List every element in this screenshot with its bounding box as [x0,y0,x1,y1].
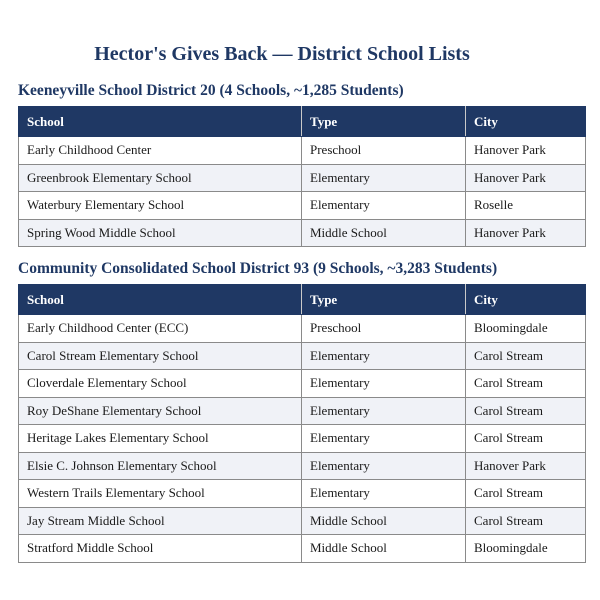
school-cell: Cloverdale Elementary School [19,370,302,398]
district-20-heading: Keeneyville School District 20 (4 Schools, ~1,285 Students) [18,82,404,99]
type-cell: Elementary [302,425,466,453]
city-cell: Hanover Park [466,137,586,165]
column-header-school: School [19,285,302,315]
city-cell: Carol Stream [466,342,586,370]
city-cell: Carol Stream [466,480,586,508]
city-cell: Hanover Park [466,452,586,480]
district-20-table [18,106,586,247]
table-row [19,342,586,370]
school-cell: Jay Stream Middle School [19,507,302,535]
type-cell: Middle School [302,219,466,247]
table-row [19,137,586,165]
school-cell: Elsie C. Johnson Elementary School [19,452,302,480]
city-cell: Bloomingdale [466,315,586,343]
city-cell: Bloomingdale [466,535,586,563]
type-cell: Elementary [302,164,466,192]
city-cell: Carol Stream [466,507,586,535]
school-cell: Early Childhood Center [19,137,302,165]
city-cell: Carol Stream [466,425,586,453]
school-cell: Carol Stream Elementary School [19,342,302,370]
table-row [19,370,586,398]
column-header-city: City [466,285,586,315]
column-header-type: Type [302,107,466,137]
school-cell: Stratford Middle School [19,535,302,563]
table-row [19,425,586,453]
school-cell: Heritage Lakes Elementary School [19,425,302,453]
table-row [19,192,586,220]
school-cell: Early Childhood Center (ECC) [19,315,302,343]
type-cell: Elementary [302,397,466,425]
table-row [19,480,586,508]
city-cell: Carol Stream [466,397,586,425]
school-cell: Waterbury Elementary School [19,192,302,220]
type-cell: Middle School [302,535,466,563]
school-cell: Greenbrook Elementary School [19,164,302,192]
school-cell: Western Trails Elementary School [19,480,302,508]
school-cell: Roy DeShane Elementary School [19,397,302,425]
table-header-row [19,285,586,315]
column-header-type: Type [302,285,466,315]
table-row [19,452,586,480]
city-cell: Carol Stream [466,370,586,398]
type-cell: Elementary [302,452,466,480]
table-row [19,397,586,425]
city-cell: Hanover Park [466,219,586,247]
table-row [19,507,586,535]
school-cell: Spring Wood Middle School [19,219,302,247]
district-93-table [18,284,586,563]
city-cell: Hanover Park [466,164,586,192]
district-93-heading: Community Consolidated School District 93 (9 Schools, ~3,283 Students) [18,260,498,277]
table-row [19,164,586,192]
table-row [19,219,586,247]
type-cell: Elementary [302,480,466,508]
page-title: Hector's Gives Back — District School Lists [94,43,470,65]
table-row [19,315,586,343]
type-cell: Elementary [302,192,466,220]
type-cell: Elementary [302,370,466,398]
type-cell: Preschool [302,137,466,165]
type-cell: Preschool [302,315,466,343]
city-cell: Roselle [466,192,586,220]
column-header-school: School [19,107,302,137]
type-cell: Middle School [302,507,466,535]
column-header-city: City [466,107,586,137]
table-row [19,535,586,563]
type-cell: Elementary [302,342,466,370]
table-header-row [19,107,586,137]
